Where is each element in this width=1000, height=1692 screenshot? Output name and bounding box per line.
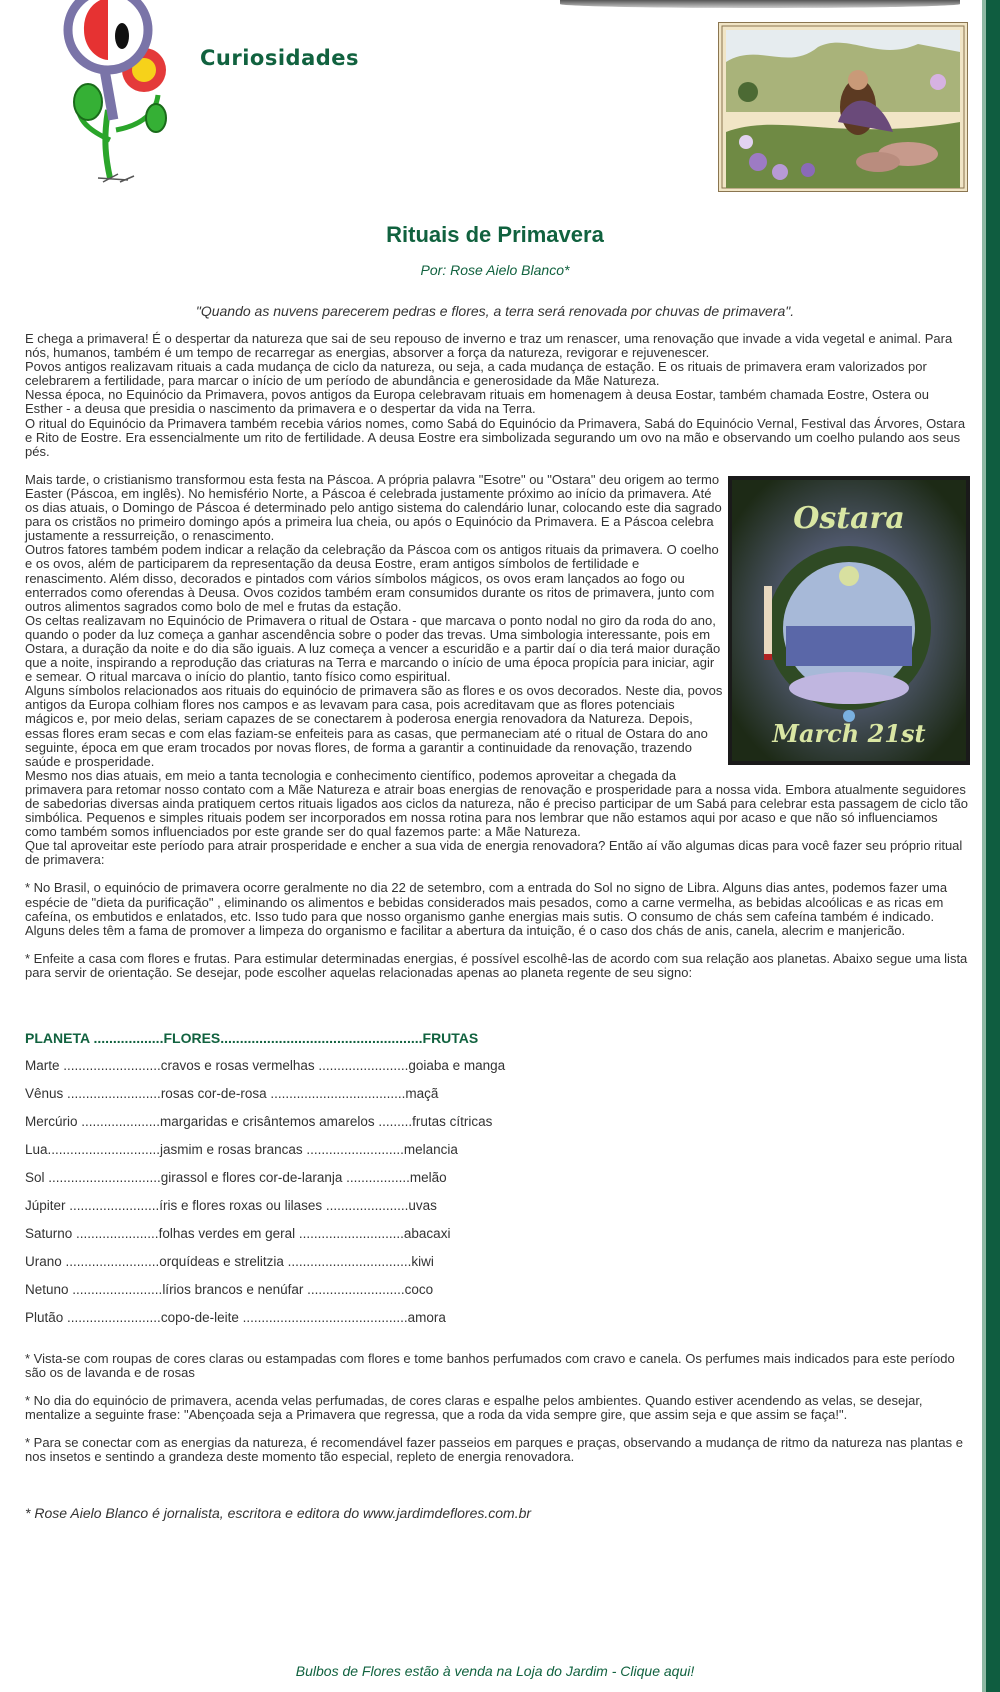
magnifier-flower-mascot-icon [48,0,188,185]
flores: cravos e rosas vermelhas ........................ [160,1058,409,1073]
paragraph: Alguns símbolos relacionados aos rituais do equinócio de primavera são as flores e os ovos decorados. Neste dia, povos antigos da Europa colhiam flores nos campos e as levavam para casa, pois acreditavam que as flores potenciais mágicos e, por meio delas, seriam capazes de se conectarem à poderosa energia renovadora da Natureza. Depois, essas flores eram secas e com elas faziam-se enfeiteis para as casas, que permaneciam até o ritual de Ostara do ano seguinte, época em que eram trocados por novas flores, de forma a garantir a continuidade da renovação, trazendo saúde e prosperidade. [25,683,723,769]
table-header [25,1030,505,1058]
table-row [25,1142,505,1170]
flores: orquídeas e strelitzia ................................. [159,1254,412,1269]
flores: lírios brancos e nenúfar .......................... [162,1282,405,1297]
planeta: Vênus ......................... [25,1086,161,1101]
table-row [25,1170,505,1198]
flores: margaridas e crisântemos amarelos ......... [160,1114,413,1129]
article-quote: "Quando as nuvens parecerem pedras e flores, a terra será renovada por chuvas de primavera". [195,303,795,319]
table-row [25,1282,505,1310]
ostara-image-date: March 21st [772,718,926,748]
frutas: maçã [405,1086,439,1101]
table-row [25,1058,505,1086]
planeta: Marte .......................... [25,1058,161,1073]
paragraph: Outros fatores também podem indicar a relação da celebração da Páscoa com os antigos rituais da primavera. O coelho e os ovos, além de participarem da representação da deusa Eostre, eram antigos símbolos de fertilidade e renascimento. Além disso, decorados e pintados com vários símbolos mágicos, os ovos eram lançados ao fogo ou enterrados como oferendas à Deusa. Ovos cozidos também eram consumidos durante os ritos de primavera, junto com outros alimentos sagrados como bolo de mel e frutas da estação. [25,542,719,614]
header-planeta: PLANETA .................. [25,1030,164,1046]
header-frutas: FRUTAS [422,1030,479,1046]
spring-goddess-illustration-icon [718,22,968,192]
planet-table [25,1030,505,1338]
table-row [25,1198,505,1226]
table-row [25,1254,505,1282]
ostara-wreath-illustration-icon [728,476,970,765]
flores: folhas verdes em geral ............................ [158,1226,404,1241]
planeta: Plutão ......................... [25,1310,161,1325]
flores: íris e flores roxas ou lilases ...................... [159,1198,409,1213]
frutas: melão [409,1170,447,1185]
frutas: frutas cítricas [412,1114,493,1129]
table-row [25,1114,505,1142]
tip-decor: * Enfeite a casa com flores e frutas. Para estimular determinadas energias, é possível escolhê-las de acordo com sua relação aos planetas. Abaixo segue uma lista para servir de orientação. Se desejar, pode escolher aquelas relacionadas apenas ao planeta regente de seu signo: [25,950,968,980]
planeta: Mercúrio ..................... [25,1114,161,1129]
author-credit: * Rose Aielo Blanco é jornalista, escritora e editora do www.jardimdeflores.com.br [25,1505,532,1521]
paragraph: Mais tarde, o cristianismo transformou esta festa na Páscoa. A própria palavra "Esotre" ou "Ostara" deu origem ao termo Easter (Páscoa, em inglês). No hemisfério Norte, a Páscoa é celebrada justamente próximo ao início da primavera. Até os dias atuais, o Domingo de Páscoa é determinado pelo antigo sistema do calendário lunar, colocando este dia sagrado para os cristãos no primeiro domingo após a primeira lua cheia, ou após o Equinócio da Primavera. E a Páscoa celebra justamente a ressurreição, o renascimento. [25,471,722,544]
tip-item: * Vista-se com roupas de cores claras ou estampadas com flores e tome banhos perfumados com cravo e canela. Os perfumes mais indicados para este período são os de lavanda e de rosas [25,1351,955,1381]
planeta: Sol .............................. [25,1170,161,1185]
planeta: Urano ......................... [25,1254,160,1269]
flores: jasmim e rosas brancas .......................... [160,1142,404,1157]
header-flores: FLORES.................................................... [163,1030,423,1046]
store-link[interactable]: Bulbos de Flores estão à venda na Loja do Jardim - Clique aqui! [295,1663,695,1679]
frutas: melancia [403,1142,458,1157]
article-byline: Por: Rose Aielo Blanco* [420,262,570,278]
frutas: amora [407,1310,446,1325]
tips-list [25,1352,970,1479]
frutas: kiwi [411,1254,434,1269]
article-body [25,332,970,980]
tip-item: * Para se conectar com as energias da natureza, é recomendável fazer passeios em parques e praças, observando a mudança de ritmo da natureza nas plantas e nos insetos e sentindo a grandeza deste momento tão especial, repleto de energia renovadora. [25,1435,963,1465]
top-decoration [560,0,960,8]
table-row [25,1226,505,1254]
article-title: Rituais de Primavera [386,222,604,247]
planeta: Saturno ...................... [25,1226,159,1241]
tip-equinox: * No Brasil, o equinócio de primavera ocorre geralmente no dia 22 de setembro, com a entrada do Sol no signo de Libra. Alguns dias antes, podemos fazer uma espécie de "dieta da purificação" , eliminando os alimentos e bebidas considerados mais pesados, como a carne vermelha, as bebidas alcoólicas e as ricas em cafeína, os embutidos e enlatados, etc. Isso tudo para que nosso organismo ganhe energias mais sutis. O consumo de chás sem cafeína também é indicado. Alguns deles têm a fama de promover a limpeza do organismo e facilitar a abertura da intuição, é o caso dos chás de anis, canela, alecrim e manjericão. [25,880,948,938]
paragraph: Nessa época, no Equinócio da Primavera, povos antigos da Europa celebravam rituais em homenagem à deusa Eostar, também chamada Eostre, Ostera ou Esther - a deusa que presidia o nascimento da primavera e o despertar da vida na Terra. [25,387,929,417]
flores: rosas cor-de-rosa .................................... [160,1086,406,1101]
paragraph: Que tal aproveitar este período para atrair prosperidade e encher a sua vida de energia renovadora? Então aí vão algumas dicas para você fazer seu próprio ritual de primavera: [25,838,963,868]
frutas: abacaxi [403,1226,451,1241]
paragraph: Povos antigos realizavam rituais a cada mudança de ciclo da natureza, ou seja, a cada mudança de estação. E os rituais de primavera eram valorizados por celebrarem a fertilidade, para marcar o início de um período de abundância e generosidade da Mãe Natureza. [25,359,927,389]
planeta: Lua.............................. [25,1142,161,1157]
frutas: coco [404,1282,434,1297]
paragraph: Mesmo nos dias atuais, em meio a tanta tecnologia e conhecimento científico, podemos aproveitar a chegada da primavera para retomar nosso contato com a Mãe Natureza e atrair boas energias de renovação e prosperidade para a nossa vida. Embora atualmente seguidores de sabedorias diversas ainda pratiquem certos rituais ligados aos ciclos da natureza, não é preciso participar de um Sabá para celebrar esta passagem de ciclo tão simbólica. Pequenos e simples rituais podem ser incorporados em nossa rotina para nos lembrar que não estamos aqui por acaso e que não só influenciamos como também somos influenciados por este grande ser do qual fazemos parte: a Mãe Natureza. [25,767,969,840]
table-row [25,1086,505,1114]
paragraph: E chega a primavera! É o despertar da natureza que sai de seu repouso de inverno e traz um renascer, uma renovação que invade a vida vegetal e animal. Para nós, humanos, também é um tempo de recarregar as energias, absorver a força da natureza, revigorar e rejuvenescer. [25,331,953,361]
planeta: Netuno ........................ [25,1282,163,1297]
frutas: uvas [408,1198,437,1213]
flores: copo-de-leite ............................................ [160,1310,408,1325]
table-row [25,1310,505,1338]
flores: girassol e flores cor-de-laranja ................. [160,1170,410,1185]
ostara-image-title: Ostara [793,500,905,536]
frutas: goiaba e manga [408,1058,506,1073]
tip-item: * No dia do equinócio de primavera, acenda velas perfumadas, de cores claras e espalhe pelos ambientes. Quando estiver acendendo as velas, se desejar, mentalize a seguinte frase: "Abençoada seja a Primavera que regressa, que a roda da vida sempre gire, que assim seja e que assim se faça!". [25,1393,923,1423]
right-rail [986,0,1000,1692]
paragraph: Os celtas realizavam no Equinócio de Primavera o ritual de Ostara - que marcava o ponto nodal no giro da roda do ano, quando o poder da luz começa a ganhar ascendência sobre o poder das trevas. Uma simbologia interessante, pois em Ostara, a duração da noite e do dia são iguais. A luz começa a vencer a escuridão e a partir daí o dia terá maior duração que a noite, inspirando a reprodução das criaturas na Terra e marcando o início de uma época propícia para iniciar, agir e semear. O ritual marcava o início do plantio, tanto físico como espiritual. [25,612,721,685]
section-label: Curiosidades [200,46,360,70]
planeta: Júpiter ........................ [25,1198,160,1213]
paragraph: O ritual do Equinócio da Primavera também recebia vários nomes, como Sabá do Equinócio da Primavera, Sabá do Equinócio Vernal, Festival das Árvores, Ostara e Rito de Eostre. Era essencialmente um rito de fertilidade. A deusa Eostre era simbolizada segurando um ovo na mão e observando um coelho pulando aos seus pés. [25,415,966,459]
